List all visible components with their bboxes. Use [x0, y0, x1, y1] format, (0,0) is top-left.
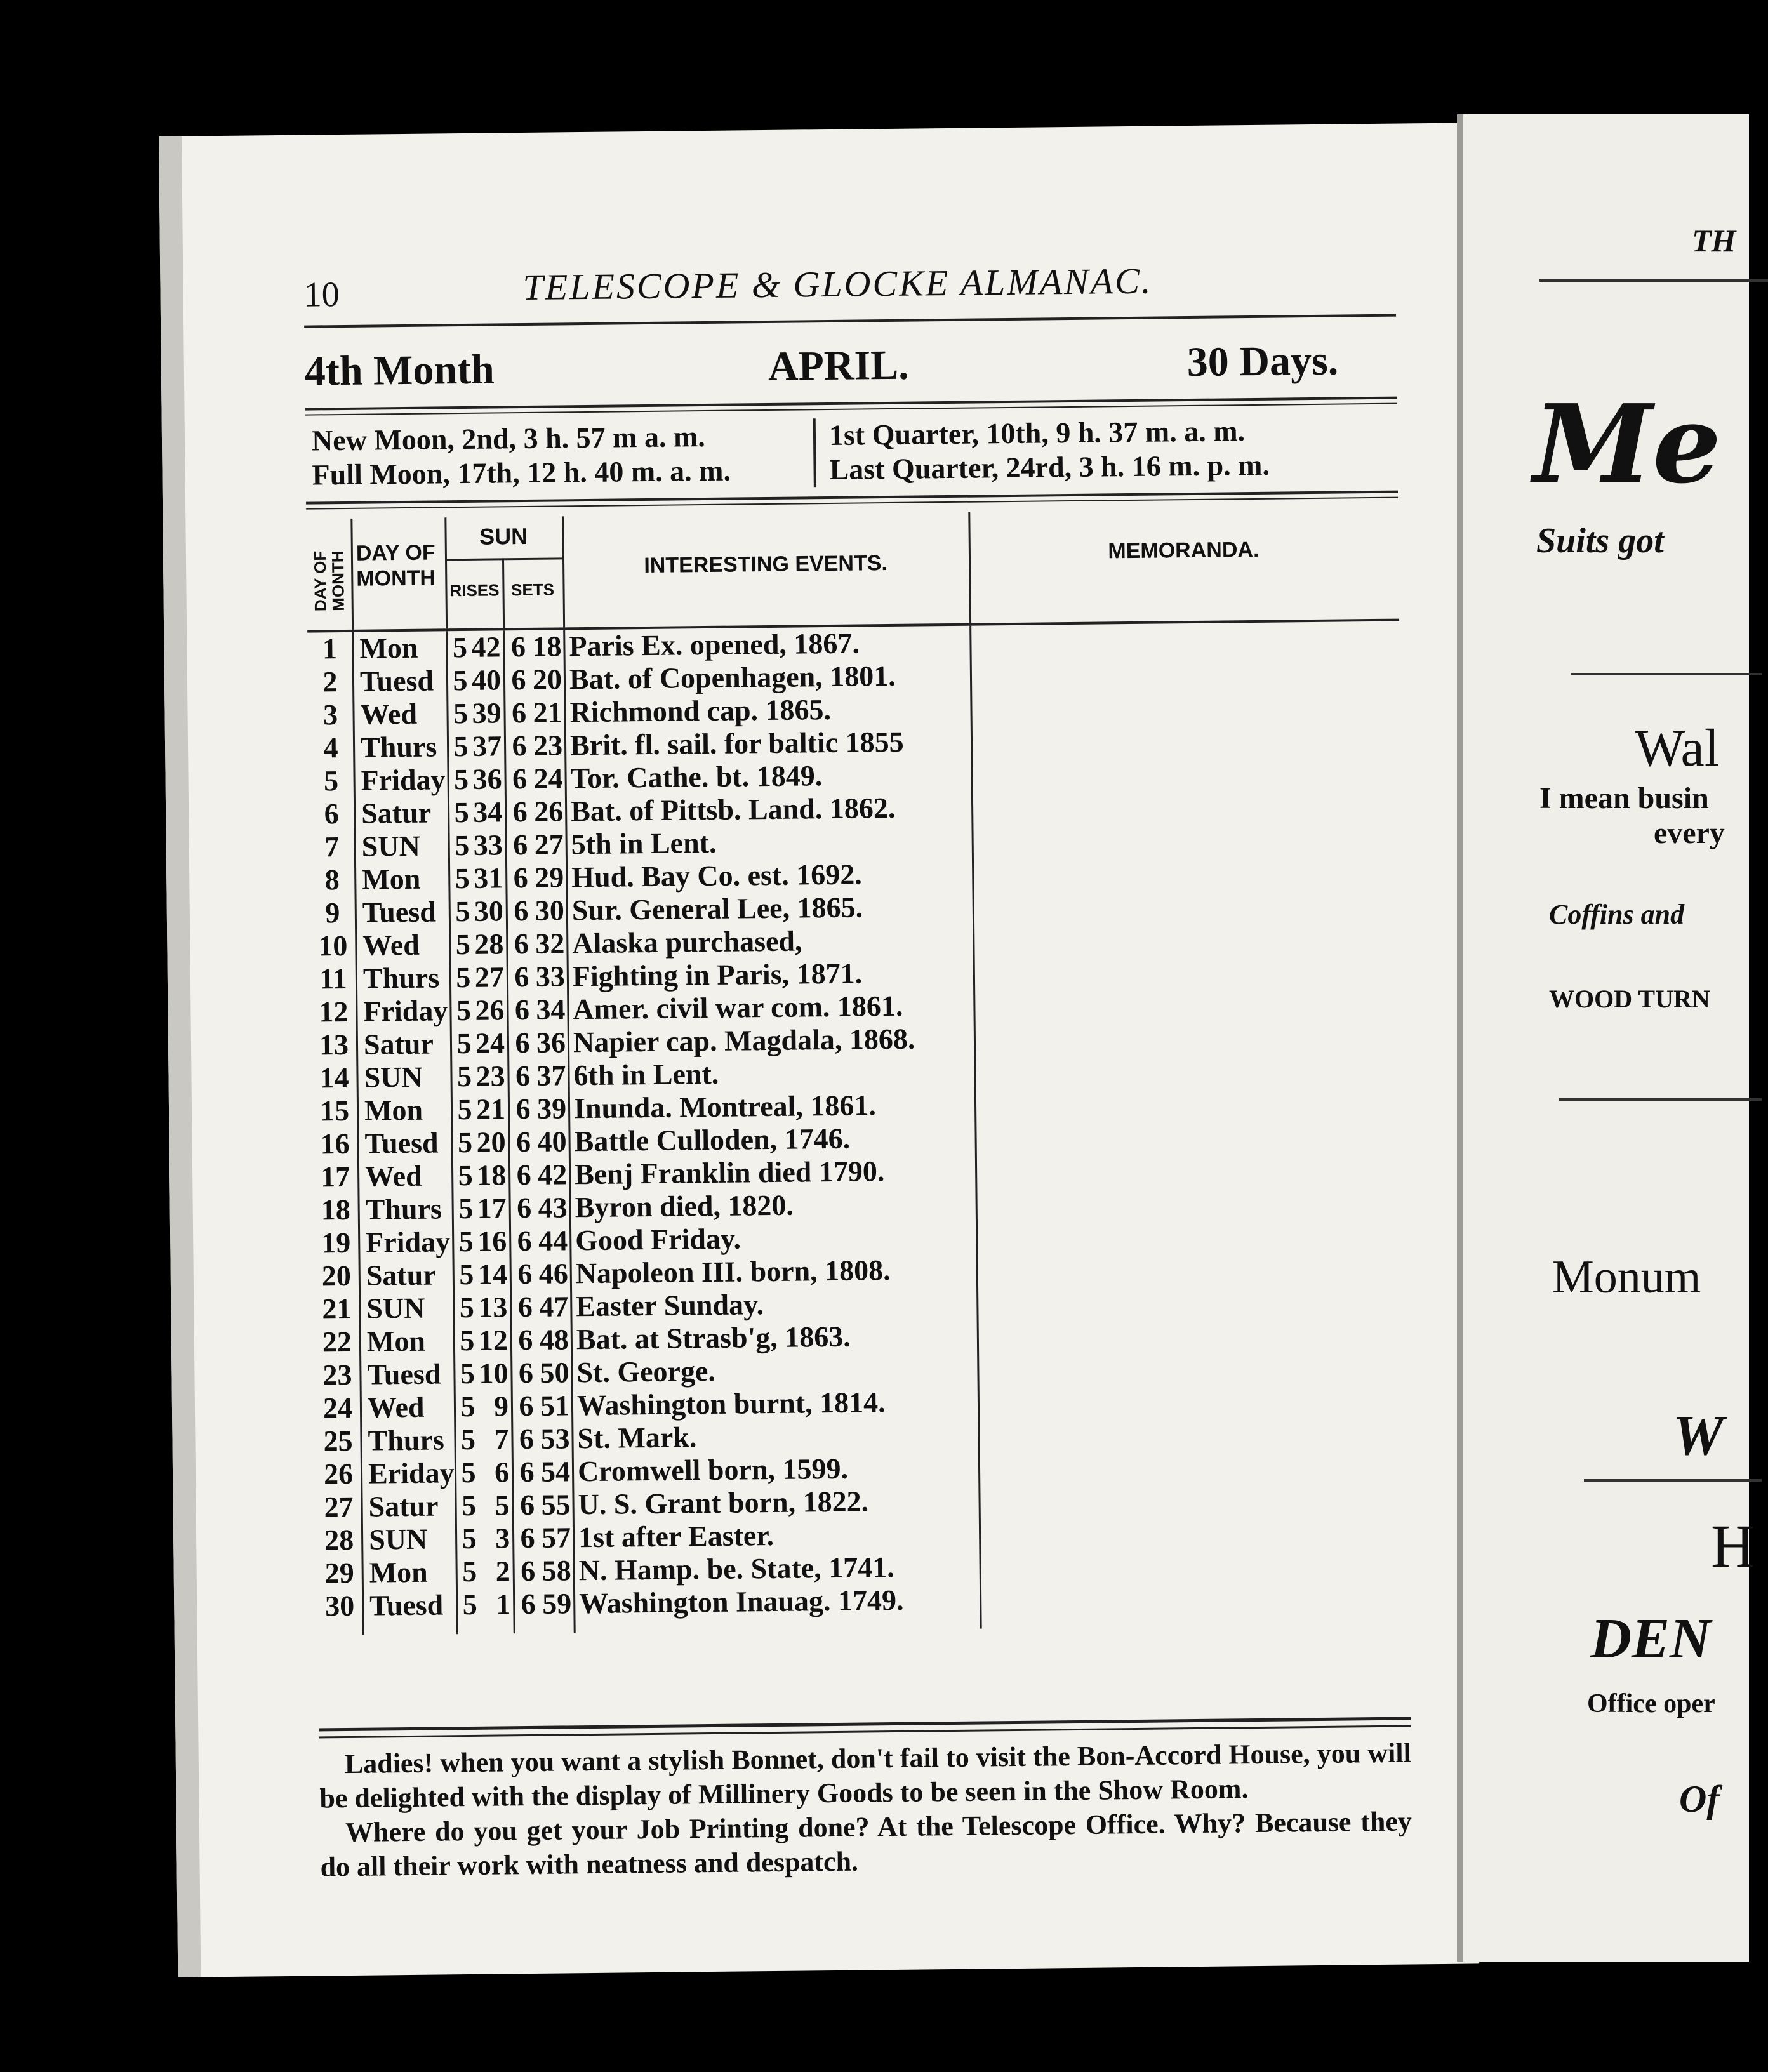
sunset-hour: 6 — [512, 762, 528, 795]
day-number: 28 — [324, 1523, 354, 1557]
event-text: Hud. Bay Co. est. 1692. — [571, 858, 862, 894]
day-number: 18 — [321, 1193, 350, 1226]
sunset-hour: 6 — [510, 630, 526, 663]
facing-logo: Me — [1533, 381, 1722, 508]
day-number: 7 — [324, 830, 340, 863]
sunset-hour: 6 — [520, 1521, 535, 1555]
month-ordinal: 4th Month — [304, 346, 495, 395]
col-line — [350, 519, 354, 630]
sunrise-minute: 37 — [472, 729, 502, 762]
day-number: 27 — [324, 1490, 354, 1524]
event-text: Amer. civil war com. 1861. — [573, 989, 903, 1026]
sunrise-hour: 5 — [455, 927, 471, 961]
sunrise-hour: 5 — [453, 696, 469, 730]
event-text: Napier cap. Magdala, 1868. — [573, 1022, 915, 1059]
sunrise-minute: 7 — [494, 1423, 509, 1456]
event-text: U. S. Grant born, 1822. — [578, 1485, 869, 1521]
sunset-minute: 30 — [535, 894, 565, 927]
sunrise-minute: 12 — [478, 1324, 508, 1357]
sunset-hour: 6 — [511, 663, 526, 696]
event-text: Benj Franklin died 1790. — [574, 1155, 885, 1191]
event-text: Inunda. Montreal, 1861. — [573, 1089, 877, 1125]
facing-header: TH — [1692, 223, 1736, 258]
sunrise-hour: 5 — [461, 1456, 476, 1489]
printing-advert: Where do you get your Job Printing done? At the Telescope Office. Why? Because they do all their work with neatness and despatch. — [320, 1805, 1412, 1883]
table-bottom-rule — [319, 1717, 1411, 1738]
facing-coffins: Coffins and — [1549, 899, 1685, 930]
sunrise-minute: 18 — [476, 1159, 507, 1192]
facing-wal: Wal — [1635, 719, 1720, 778]
day-number: 1 — [322, 632, 338, 665]
sunset-minute: 55 — [541, 1488, 571, 1521]
day-name: Thurs — [368, 1423, 444, 1457]
day-name: Thurs — [362, 961, 440, 995]
sunrise-minute: 26 — [475, 993, 505, 1026]
last-quarter: Last Quarter, 24rd, 3 h. 16 m. p. m. — [829, 448, 1270, 486]
sunset-minute: 59 — [542, 1587, 572, 1620]
sunrise-hour: 5 — [453, 729, 469, 763]
sunrise-minute: 23 — [475, 1059, 505, 1092]
sunrise-hour: 5 — [455, 861, 470, 895]
event-text: Bat. at Strasb'g, 1863. — [576, 1320, 851, 1356]
sunrise-hour: 5 — [460, 1357, 475, 1390]
event-text: 1st after Easter. — [578, 1518, 774, 1554]
day-name: SUN — [366, 1291, 425, 1325]
sunset-minute: 18 — [532, 630, 562, 663]
sunrise-minute: 6 — [494, 1456, 510, 1489]
sunrise-minute: 5 — [495, 1489, 510, 1522]
month-name: APRIL. — [768, 342, 910, 390]
facing-monum: Monum — [1552, 1251, 1701, 1303]
sunrise-minute: 39 — [472, 696, 502, 729]
sunrise-hour: 5 — [458, 1225, 474, 1258]
moon-divider — [813, 418, 816, 487]
facing-wood: WOOD TURN — [1549, 985, 1710, 1013]
table-body — [307, 621, 1409, 1623]
sunset-minute: 42 — [537, 1158, 568, 1191]
day-name: Wed — [367, 1390, 425, 1424]
day-name: Satur — [366, 1258, 436, 1292]
sunset-minute: 47 — [539, 1290, 569, 1323]
sunset-minute: 34 — [536, 993, 566, 1026]
facing-rule — [1571, 673, 1762, 675]
col-line — [968, 512, 971, 623]
advertisement — [319, 1736, 1412, 1884]
sunrise-hour: 5 — [461, 1489, 477, 1522]
sunrise-hour: 5 — [457, 1126, 473, 1159]
event-text: Easter Sunday. — [576, 1288, 764, 1323]
sunset-minute: 54 — [540, 1455, 571, 1488]
sunset-minute: 32 — [535, 927, 565, 960]
sunset-hour: 6 — [519, 1488, 535, 1522]
day-name: Friday — [365, 1225, 451, 1259]
sunrise-minute: 42 — [471, 630, 501, 663]
sunset-hour: 6 — [516, 1158, 531, 1192]
day-number: 10 — [318, 929, 348, 962]
facing-rule — [1559, 1098, 1762, 1101]
day-name: Mon — [366, 1324, 426, 1358]
sunrise-minute: 31 — [473, 861, 503, 894]
day-name: Tuesd — [359, 664, 434, 698]
sunset-minute: 40 — [537, 1125, 567, 1158]
sunrise-minute: 28 — [474, 927, 504, 960]
facing-mean: I mean busin — [1539, 781, 1709, 815]
month-days: 30 Days. — [1186, 337, 1339, 386]
event-text: Tor. Cathe. bt. 1849. — [570, 759, 823, 795]
event-text: Byron died, 1820. — [575, 1188, 794, 1224]
day-number: 23 — [322, 1358, 352, 1391]
sunset-hour: 6 — [520, 1554, 536, 1588]
sunset-hour: 6 — [514, 927, 529, 960]
sunset-minute: 43 — [538, 1191, 568, 1224]
day-number: 3 — [322, 698, 338, 731]
day-number: 30 — [324, 1589, 355, 1623]
day-number: 11 — [319, 962, 347, 995]
full-moon: Full Moon, 17th, 12 h. 40 m. a. m. — [312, 454, 731, 491]
sunrise-minute: 33 — [473, 828, 503, 861]
header-sun: SUN — [479, 522, 528, 550]
sunrise-hour: 5 — [452, 630, 468, 664]
day-name: Wed — [360, 697, 418, 731]
almanac-page — [159, 123, 1479, 1977]
sunset-minute: 29 — [534, 861, 564, 894]
sunrise-minute: 34 — [472, 795, 503, 828]
bonnet-advert: Ladies! when you want a stylish Bonnet, don't fail to visit the Bon-Accord House, you will be delighted with the display of Millinery Goods to be seen in the Show Room. — [319, 1737, 1412, 1814]
event-text: Washington burnt, 1814. — [576, 1386, 886, 1422]
sunrise-hour: 5 — [454, 795, 469, 829]
day-name: Tuesd — [364, 1126, 439, 1160]
day-number: 16 — [320, 1127, 350, 1160]
sunset-hour: 6 — [521, 1587, 536, 1621]
sunrise-hour: 5 — [462, 1588, 478, 1621]
sunrise-hour: 5 — [460, 1423, 476, 1456]
sunset-minute: 37 — [536, 1059, 566, 1092]
day-name: Mon — [364, 1093, 423, 1127]
sunrise-hour: 5 — [455, 894, 470, 928]
sunrise-minute: 24 — [475, 1026, 505, 1059]
day-number: 13 — [319, 1028, 349, 1061]
event-text: Bat. of Pittsb. Land. 1862. — [570, 791, 896, 828]
day-name: Tuesd — [367, 1357, 441, 1391]
sunrise-minute: 16 — [477, 1225, 507, 1258]
day-name: Friday — [363, 994, 448, 1028]
sunrise-hour: 5 — [457, 1092, 472, 1126]
day-name: SUN — [361, 829, 421, 863]
sunset-minute: 23 — [533, 729, 563, 762]
moon-phases — [305, 413, 1398, 500]
sunrise-minute: 30 — [474, 894, 504, 927]
sunrise-minute: 2 — [495, 1555, 510, 1588]
event-text: N. Hamp. be. State, 1741. — [578, 1550, 894, 1587]
facing-w: W — [1673, 1404, 1724, 1467]
facing-of: Of — [1679, 1778, 1720, 1820]
facing-den: DEN — [1590, 1607, 1712, 1670]
sunset-minute: 33 — [535, 960, 566, 993]
event-text: St. George. — [576, 1354, 716, 1389]
day-number: 25 — [323, 1424, 353, 1458]
sunrise-hour: 5 — [456, 1059, 472, 1093]
facing-h: H — [1711, 1512, 1755, 1580]
event-text: Battle Culloden, 1746. — [574, 1122, 851, 1158]
header-rises: RISES — [449, 580, 500, 601]
sunset-hour: 6 — [512, 729, 527, 762]
event-text: Good Friday. — [575, 1222, 741, 1257]
sunset-minute: 50 — [540, 1356, 569, 1389]
day-name: Tuesd — [362, 895, 437, 929]
day-name: Satur — [368, 1489, 439, 1523]
sunset-minute: 20 — [532, 663, 562, 696]
event-text: Fighting in Paris, 1871. — [572, 957, 863, 993]
day-name: Mon — [359, 631, 418, 665]
sunrise-minute: 36 — [472, 762, 502, 795]
sunrise-minute: 14 — [477, 1258, 508, 1291]
event-text: Alaska purchased, — [572, 924, 802, 960]
event-text: Sur. General Lee, 1865. — [571, 891, 863, 927]
day-number: 15 — [319, 1094, 350, 1127]
day-number: 24 — [322, 1391, 353, 1424]
page-number: 10 — [303, 275, 340, 315]
day-number: 17 — [320, 1160, 350, 1193]
sunrise-minute: 3 — [495, 1522, 510, 1555]
sunrise-minute: 1 — [495, 1588, 511, 1621]
event-text: Bat. of Copenhagen, 1801. — [569, 659, 896, 696]
sunrise-hour: 5 — [459, 1258, 474, 1291]
sunset-minute: 51 — [540, 1389, 570, 1422]
day-name: Mon — [362, 862, 421, 896]
sunrise-minute: 27 — [474, 960, 505, 993]
day-name: Satur — [361, 796, 432, 830]
sunset-hour: 6 — [517, 1224, 533, 1258]
facing-rule — [1539, 279, 1768, 282]
sunset-hour: 6 — [512, 828, 528, 861]
sunrise-hour: 5 — [454, 828, 470, 862]
day-name: Satur — [363, 1027, 434, 1061]
sunset-hour: 6 — [514, 993, 530, 1026]
day-number: 26 — [323, 1457, 354, 1491]
day-name: Thurs — [360, 730, 437, 764]
day-name: Tuesd — [369, 1588, 444, 1622]
day-name: Thurs — [365, 1192, 442, 1226]
sunset-hour: 6 — [519, 1455, 535, 1489]
sunrise-hour: 5 — [458, 1159, 473, 1192]
facing-every: every — [1654, 816, 1725, 850]
day-number: 29 — [324, 1556, 354, 1590]
sunset-minute: 58 — [542, 1554, 571, 1587]
sunset-hour: 6 — [511, 696, 527, 729]
day-name: Mon — [369, 1555, 428, 1589]
facing-office: Office oper — [1587, 1689, 1715, 1718]
sunrise-minute: 13 — [478, 1291, 508, 1324]
day-name: Wed — [364, 1159, 422, 1193]
day-number: 2 — [322, 665, 338, 698]
day-number: 19 — [321, 1226, 351, 1259]
sunrise-minute: 9 — [493, 1390, 509, 1423]
day-number: 8 — [324, 863, 340, 896]
facing-page — [1457, 114, 1755, 1962]
day-name: Friday — [361, 763, 446, 797]
sunset-hour: 6 — [515, 1125, 531, 1159]
sunrise-minute: 10 — [479, 1357, 508, 1390]
day-name: SUN — [364, 1060, 423, 1094]
header-day-of-month: DAY OF MONTH — [356, 540, 436, 591]
sunrise-hour: 5 — [453, 663, 468, 697]
day-name: Eriday — [368, 1456, 455, 1490]
header-sets: SETS — [510, 580, 555, 600]
sunrise-hour: 5 — [459, 1291, 475, 1324]
sunset-hour: 6 — [514, 894, 529, 927]
sunset-minute: 57 — [541, 1521, 571, 1554]
sunrise-hour: 5 — [458, 1192, 474, 1225]
sunset-minute: 53 — [540, 1422, 570, 1455]
sunrise-minute: 40 — [471, 663, 502, 696]
sunset-hour: 6 — [519, 1422, 535, 1456]
event-text: 6th in Lent. — [573, 1057, 719, 1092]
sunset-hour: 6 — [518, 1356, 534, 1390]
sunset-minute: 44 — [538, 1224, 568, 1257]
sunrise-hour: 5 — [462, 1522, 477, 1555]
sunset-hour: 6 — [513, 861, 529, 894]
sunrise-hour: 5 — [453, 762, 469, 796]
sunset-minute: 48 — [539, 1323, 569, 1356]
sunset-hour: 6 — [514, 960, 529, 993]
day-name: Wed — [362, 928, 420, 962]
facing-rule — [1584, 1479, 1762, 1482]
sunrise-hour: 5 — [456, 1026, 472, 1060]
sunset-hour: 6 — [517, 1257, 533, 1291]
first-quarter: 1st Quarter, 10th, 9 h. 37 m. a. m. — [828, 415, 1246, 451]
sunset-minute: 26 — [533, 795, 564, 828]
event-text: Washington Inauag. 1749. — [578, 1583, 904, 1620]
sunset-hour: 6 — [512, 795, 528, 828]
sunset-hour: 6 — [519, 1389, 534, 1423]
day-number: 5 — [323, 764, 339, 797]
almanac-title: TELESCOPE & GLOCKE ALMANAC. — [522, 260, 1153, 309]
sunrise-hour: 5 — [460, 1390, 475, 1423]
sunset-minute: 24 — [533, 762, 563, 795]
sunrise-hour: 5 — [456, 993, 472, 1027]
event-text: Napoleon III. born, 1808. — [575, 1254, 891, 1290]
event-text: Richmond cap. 1865. — [569, 693, 832, 729]
sunset-hour: 6 — [518, 1323, 533, 1357]
event-text: Paris Ex. opened, 1867. — [569, 627, 860, 663]
sunrise-hour: 5 — [462, 1555, 477, 1588]
header-events: INTERESTING EVENTS. — [644, 551, 888, 578]
event-text: Brit. fl. sail. for baltic 1855 — [569, 725, 904, 762]
sunrise-hour: 5 — [456, 960, 471, 994]
day-number: 20 — [321, 1259, 352, 1292]
facing-suits: Suits got — [1536, 521, 1664, 561]
sunset-hour: 6 — [516, 1191, 532, 1225]
day-number: 22 — [322, 1325, 352, 1358]
event-text: 5th in Lent. — [571, 826, 717, 861]
event-text: Cromwell born, 1599. — [577, 1452, 849, 1488]
day-name: SUN — [368, 1522, 428, 1556]
month-heading — [304, 336, 1397, 405]
day-number: 6 — [324, 797, 339, 830]
sunrise-hour: 5 — [460, 1324, 475, 1357]
sunset-minute: 36 — [536, 1026, 566, 1059]
day-number: 21 — [322, 1292, 352, 1325]
day-number: 14 — [319, 1061, 349, 1094]
events-table — [306, 508, 1409, 1623]
sunset-minute: 21 — [533, 696, 562, 729]
header-memoranda: MEMORANDA. — [1108, 537, 1260, 564]
sunrise-minute: 20 — [476, 1126, 506, 1159]
sunset-minute: 46 — [538, 1257, 569, 1290]
new-moon: New Moon, 2nd, 3 h. 57 m a. m. — [311, 420, 706, 457]
day-number: 12 — [319, 995, 349, 1028]
day-number: 4 — [323, 731, 338, 764]
event-text: St. Mark. — [577, 1421, 697, 1455]
sunrise-minute: 21 — [475, 1092, 506, 1126]
sunrise-minute: 17 — [477, 1192, 507, 1225]
sunset-hour: 6 — [517, 1290, 533, 1324]
header-day-of-month-vertical: DAY OF MONTH — [310, 550, 348, 612]
sunset-hour: 6 — [515, 1092, 531, 1126]
sunset-minute: 39 — [536, 1092, 567, 1125]
table-header — [306, 508, 1399, 633]
sunset-minute: 27 — [534, 828, 564, 861]
day-number: 9 — [325, 896, 340, 929]
sunset-hour: 6 — [515, 1059, 531, 1092]
sunset-hour: 6 — [515, 1026, 530, 1059]
